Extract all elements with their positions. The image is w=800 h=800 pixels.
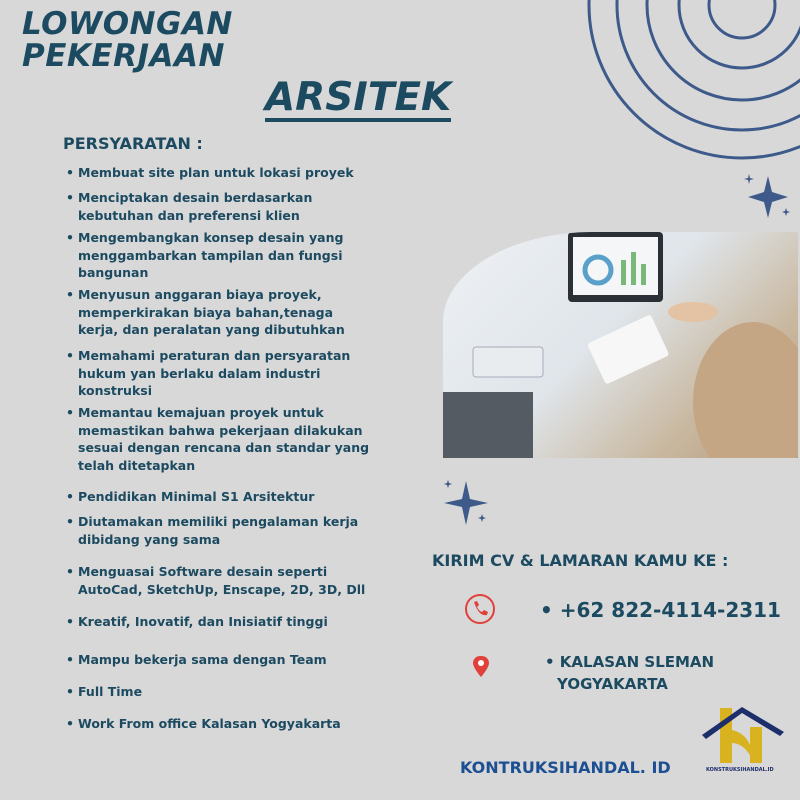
sparkle-icon: [442, 478, 492, 528]
phone-number[interactable]: • +62 822-4114-2311: [540, 598, 781, 622]
address-line1: • KALASAN SLEMAN: [545, 653, 715, 671]
title-heading: [22, 8, 233, 72]
job-title: ARSITEK: [265, 75, 452, 120]
requirement-item: • Menciptakan desain berdasarkan kebutuhan dan preferensi klien: [66, 189, 316, 224]
company-logo: [700, 705, 790, 767]
requirement-item: • Menguasai Software desain seperti AutoCad, SketchUp, Enscape, 2D, 3D, Dll: [66, 563, 391, 598]
requirement-item: • Kreatif, Inovatif, dan Inisiatif tinggi: [66, 613, 396, 631]
requirement-item: • Menyusun anggaran biaya proyek, memperkirakan biaya bahan,tenaga kerja, dan peralatan yang dibutuhkan: [66, 286, 376, 339]
requirement-item: • Pendidikan Minimal S1 Arsitektur: [66, 488, 396, 506]
contact-heading: KIRIM CV & LAMARAN KAMU KE :: [432, 551, 729, 570]
title-line2: PEKERJAAN: [22, 38, 225, 74]
requirement-item: • Diutamakan memiliki pengalaman kerja dibidang yang sama: [66, 513, 366, 548]
requirement-item: • Memantau kemajuan proyek untuk memastikan bahwa pekerjaan dilakukan sesuai dengan rencana dan standar yang telah ditetapkan: [66, 404, 371, 474]
requirement-item: • Membuat site plan untuk lokasi proyek: [66, 164, 396, 182]
location-pin-icon: [472, 655, 490, 679]
photo-illustration: [443, 232, 798, 458]
requirement-item: • Work From office Kalasan Yogyakarta: [66, 715, 396, 733]
requirements-heading: PERSYARATAN :: [63, 134, 203, 153]
title-line1: LOWONGAN: [22, 6, 233, 42]
requirement-item: • Mengembangkan konsep desain yang menggambarkan tampilan dan fungsi bangunan: [66, 229, 366, 282]
address-line2: YOGYAKARTA: [557, 675, 668, 693]
office-photo: [443, 232, 798, 458]
sparkle-icon: [742, 172, 792, 222]
requirement-item: • Mampu bekerja sama dengan Team: [66, 651, 396, 669]
logo-text: KONSTRUKSIHANDAL.ID: [706, 767, 774, 773]
phone-icon: [464, 593, 496, 625]
requirement-item: • Memahami peraturan dan persyaratan hukum yan berlaku dalam industri konstruksi: [66, 347, 356, 400]
concentric-circles-decoration: [560, 0, 800, 160]
address: [545, 651, 714, 695]
website-text[interactable]: KONTRUKSIHANDAL. ID: [460, 758, 671, 777]
requirement-item: • Full Time: [66, 683, 396, 701]
